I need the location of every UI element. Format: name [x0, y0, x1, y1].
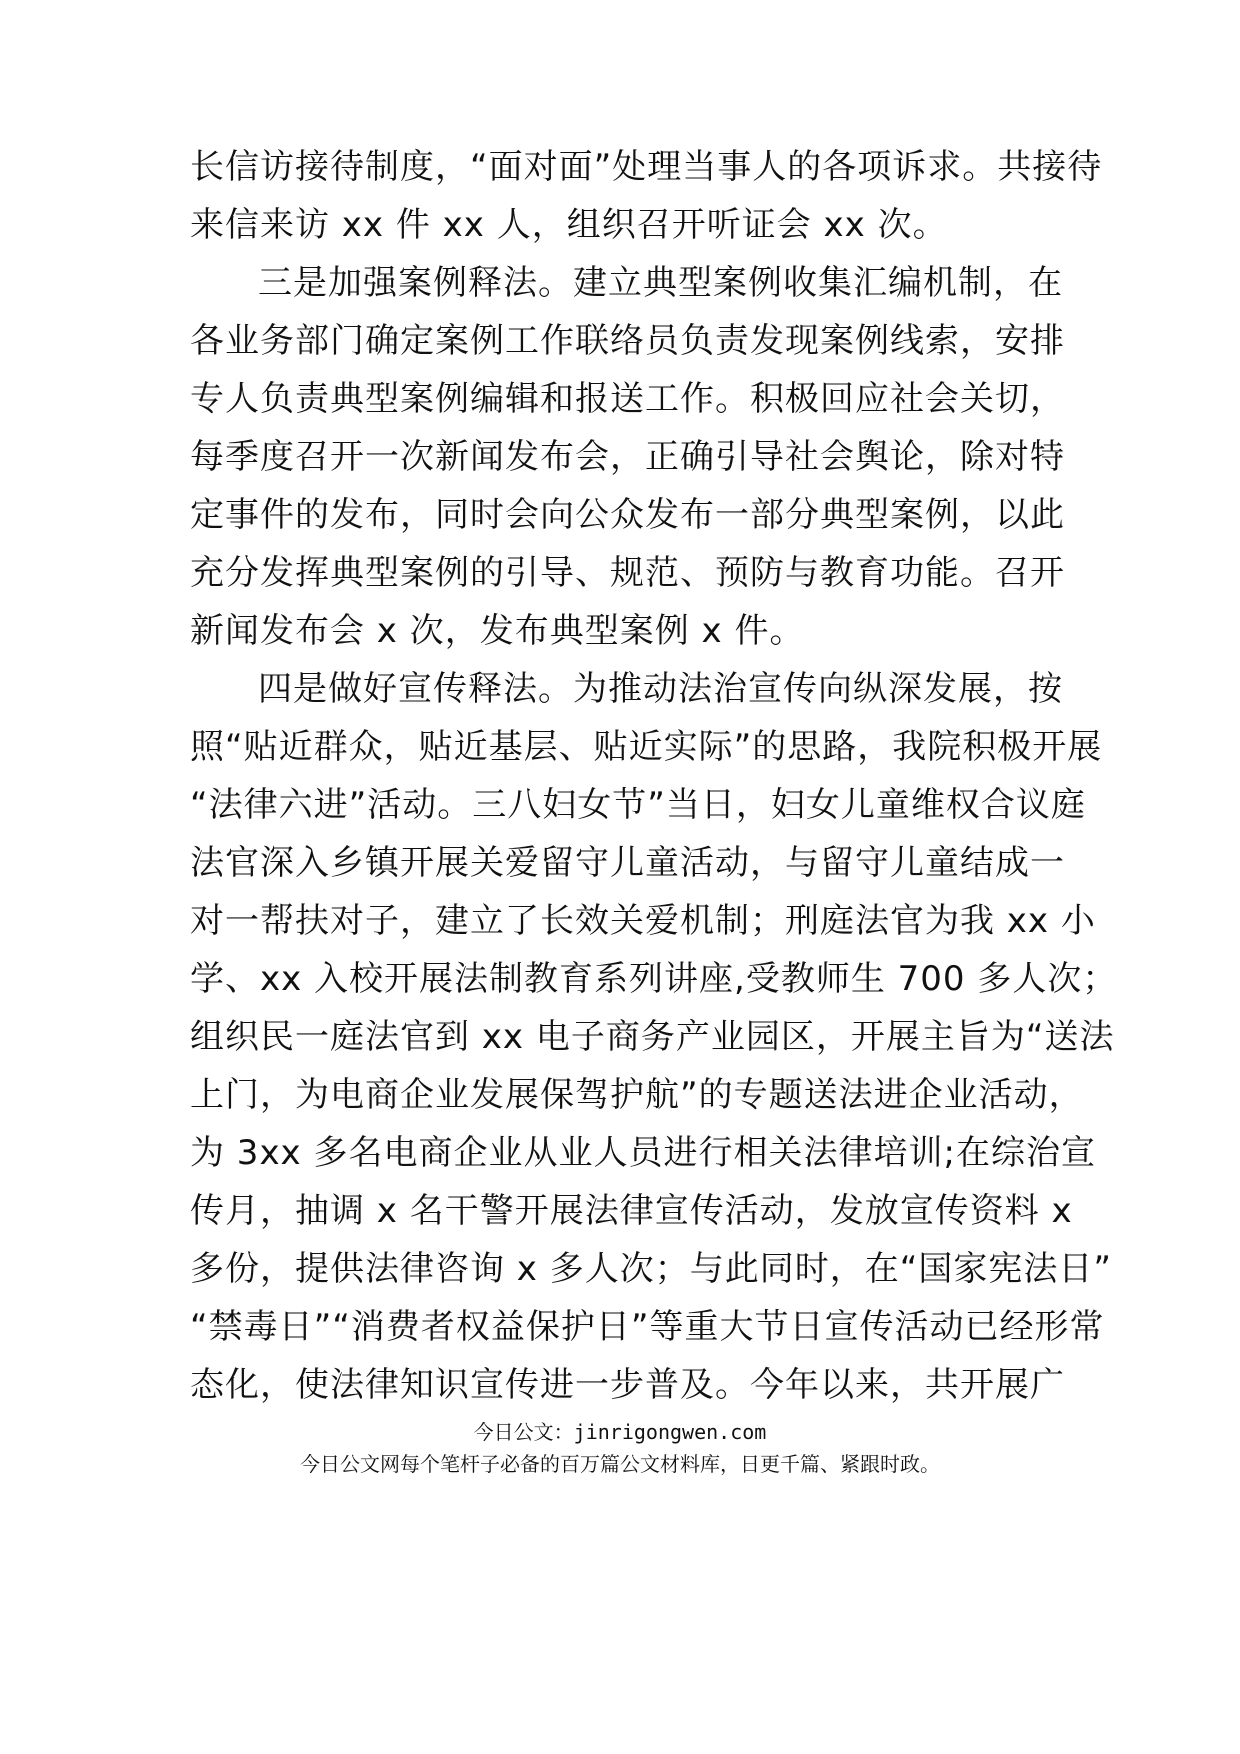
- body-line: 学、xx 入校开展法制教育系列讲座,受教师生 700 多人次；: [190, 959, 1118, 999]
- body-line: 充分发挥典型案例的引导、规范、预防与教育功能。召开: [190, 553, 1065, 593]
- body-line: 来信来访 xx 件 xx 人，组织召开听证会 xx 次。: [190, 205, 948, 245]
- paragraph-heading-line: 三是加强案例释法。建立典型案例收集汇编机制，在: [258, 263, 1063, 303]
- body-line: 态化，使法律知识宣传进一步普及。今年以来，共开展广: [190, 1365, 1065, 1405]
- body-line: 对一帮扶对子，建立了长效关爱机制；刑庭法官为我 xx 小: [190, 901, 1096, 941]
- body-line: 专人负责典型案例编辑和报送工作。积极回应社会关切，: [190, 379, 1065, 419]
- body-line: 新闻发布会 x 次，发布典型案例 x 件。: [190, 611, 805, 651]
- body-line: 传月，抽调 x 名干警开展法律宣传活动，发放宣传资料 x: [190, 1191, 1073, 1231]
- footer-tagline: 今日公文网每个笔杆子必备的百万篇公文材料库，日更千篇、紧跟时政。: [300, 1452, 940, 1476]
- body-line: 每季度召开一次新闻发布会，正确引导社会舆论，除对特: [190, 437, 1065, 477]
- body-line: 上门，为电商企业发展保驾护航”的专题送法进企业活动，: [190, 1075, 1084, 1115]
- footer-site-line: [0, 1418, 1240, 1446]
- body-line: 多份，提供法律咨询 x 多人次；与此同时，在“国家宪法日”: [190, 1249, 1112, 1289]
- body-line: 各业务部门确定案例工作联络员负责发现案例线索，安排: [190, 321, 1065, 361]
- body-line: 定事件的发布，同时会向公众发布一部分典型案例，以此: [190, 495, 1065, 535]
- footer-site-url[interactable]: jinrigongwen.com: [573, 1420, 767, 1444]
- body-line: 组织民一庭法官到 xx 电子商务产业园区，开展主旨为“送法: [190, 1017, 1115, 1057]
- body-line: 为 3xx 多名电商企业从业人员进行相关法律培训;在综治宣: [190, 1133, 1096, 1173]
- body-line: 法官深入乡镇开展关爱留守儿童活动，与留守儿童结成一: [190, 843, 1065, 883]
- footer-site-label: 今日公文：: [473, 1420, 574, 1444]
- body-line: “法律六进”活动。三八妇女节”当日，妇女儿童维权合议庭: [190, 785, 1086, 825]
- paragraph-heading-line: 四是做好宣传释法。为推动法治宣传向纵深发展，按: [258, 669, 1063, 709]
- body-line: “禁毒日”“消费者权益保护日”等重大节日宣传活动已经形常: [190, 1307, 1105, 1347]
- body-line: 照“贴近群众，贴近基层、贴近实际”的思路，我院积极开展: [190, 727, 1103, 767]
- body-line: 长信访接待制度，“面对面”处理当事人的各项诉求。共接待: [190, 147, 1103, 187]
